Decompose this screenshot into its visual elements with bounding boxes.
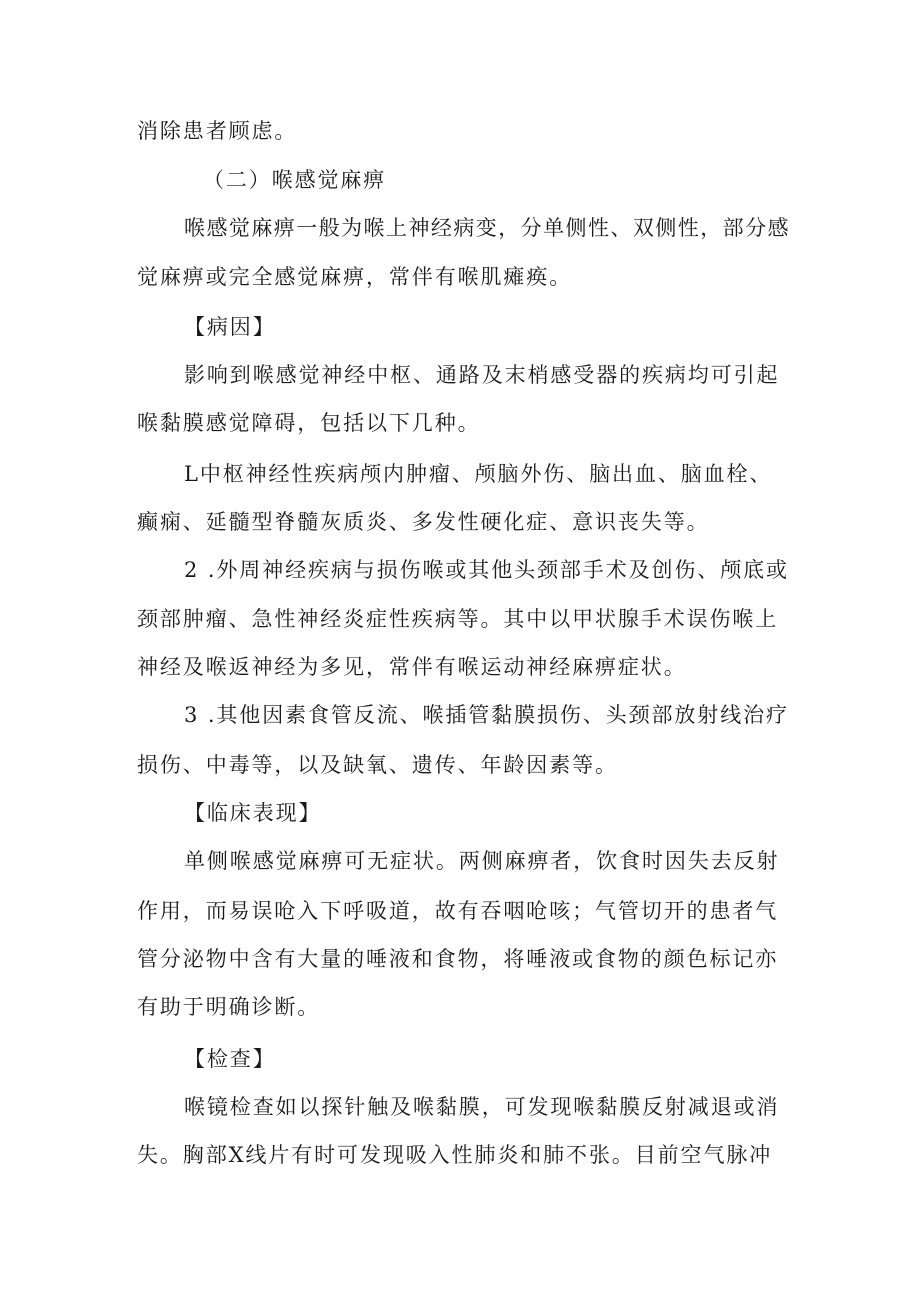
- section-heading: （二）喉感觉麻痹: [203, 168, 387, 192]
- paragraph-line: 作用，而易误呛入下呼吸道，故有吞咽呛咳；气管切开的患者气: [137, 899, 779, 923]
- paragraph-line: 3 .其他因素食管反流、喉插管黏膜损伤、头颈部放射线治疗: [184, 703, 789, 727]
- text-line: 消除患者顾虑。: [137, 119, 298, 143]
- paragraph-line: 单侧喉感觉麻痹可无症状。两侧麻痹者，饮食时因失去反射: [184, 849, 780, 873]
- paragraph-line: 喉感觉麻痹一般为喉上神经病变，分单侧性、双侧性，部分感: [184, 216, 790, 240]
- paragraph-line: 影响到喉感觉神经中枢、通路及末梢感受器的疾病均可引起: [184, 363, 780, 387]
- paragraph-line: 癫痫、延髓型脊髓灰质炎、多发性硬化症、意识丧失等。: [137, 510, 710, 534]
- subsection-heading: 【检查】: [184, 1047, 276, 1071]
- paragraph-line: 管分泌物中含有大量的唾液和食物，将唾液或食物的颜色标记亦: [137, 947, 779, 971]
- paragraph-line: 2 .外周神经疾病与损伤喉或其他头颈部手术及创伤、颅底或: [184, 558, 789, 582]
- paragraph-line: 喉黏膜感觉障碍，包括以下几种。: [137, 411, 481, 435]
- paragraph-line: 损伤、中毒等，以及缺氧、遗传、年龄因素等。: [137, 753, 618, 777]
- paragraph-line: 喉镜检查如以探针触及喉黏膜，可发现喉黏膜反射减退或消: [184, 1095, 780, 1119]
- subsection-heading: 【临床表现】: [184, 801, 322, 825]
- paragraph-line: 神经及喉返神经为多见，常伴有喉运动神经麻痹症状。: [137, 655, 687, 679]
- paragraph-line: 失。胸部X线片有时可发现吸入性肺炎和肺不张。目前空气脉冲: [137, 1143, 773, 1167]
- subsection-heading: 【病因】: [184, 315, 276, 339]
- paragraph-line: L中枢神经性疾病颅内肿瘤、颅脑外伤、脑出血、脑血栓、: [184, 462, 773, 486]
- paragraph-line: 有助于明确诊断。: [137, 995, 321, 1019]
- paragraph-line: 颈部肿瘤、急性神经炎症性疾病等。其中以甲状腺手术误伤喉上: [137, 607, 779, 631]
- paragraph-line: 觉麻痹或完全感觉麻痹，常伴有喉肌瘫痪。: [137, 265, 573, 289]
